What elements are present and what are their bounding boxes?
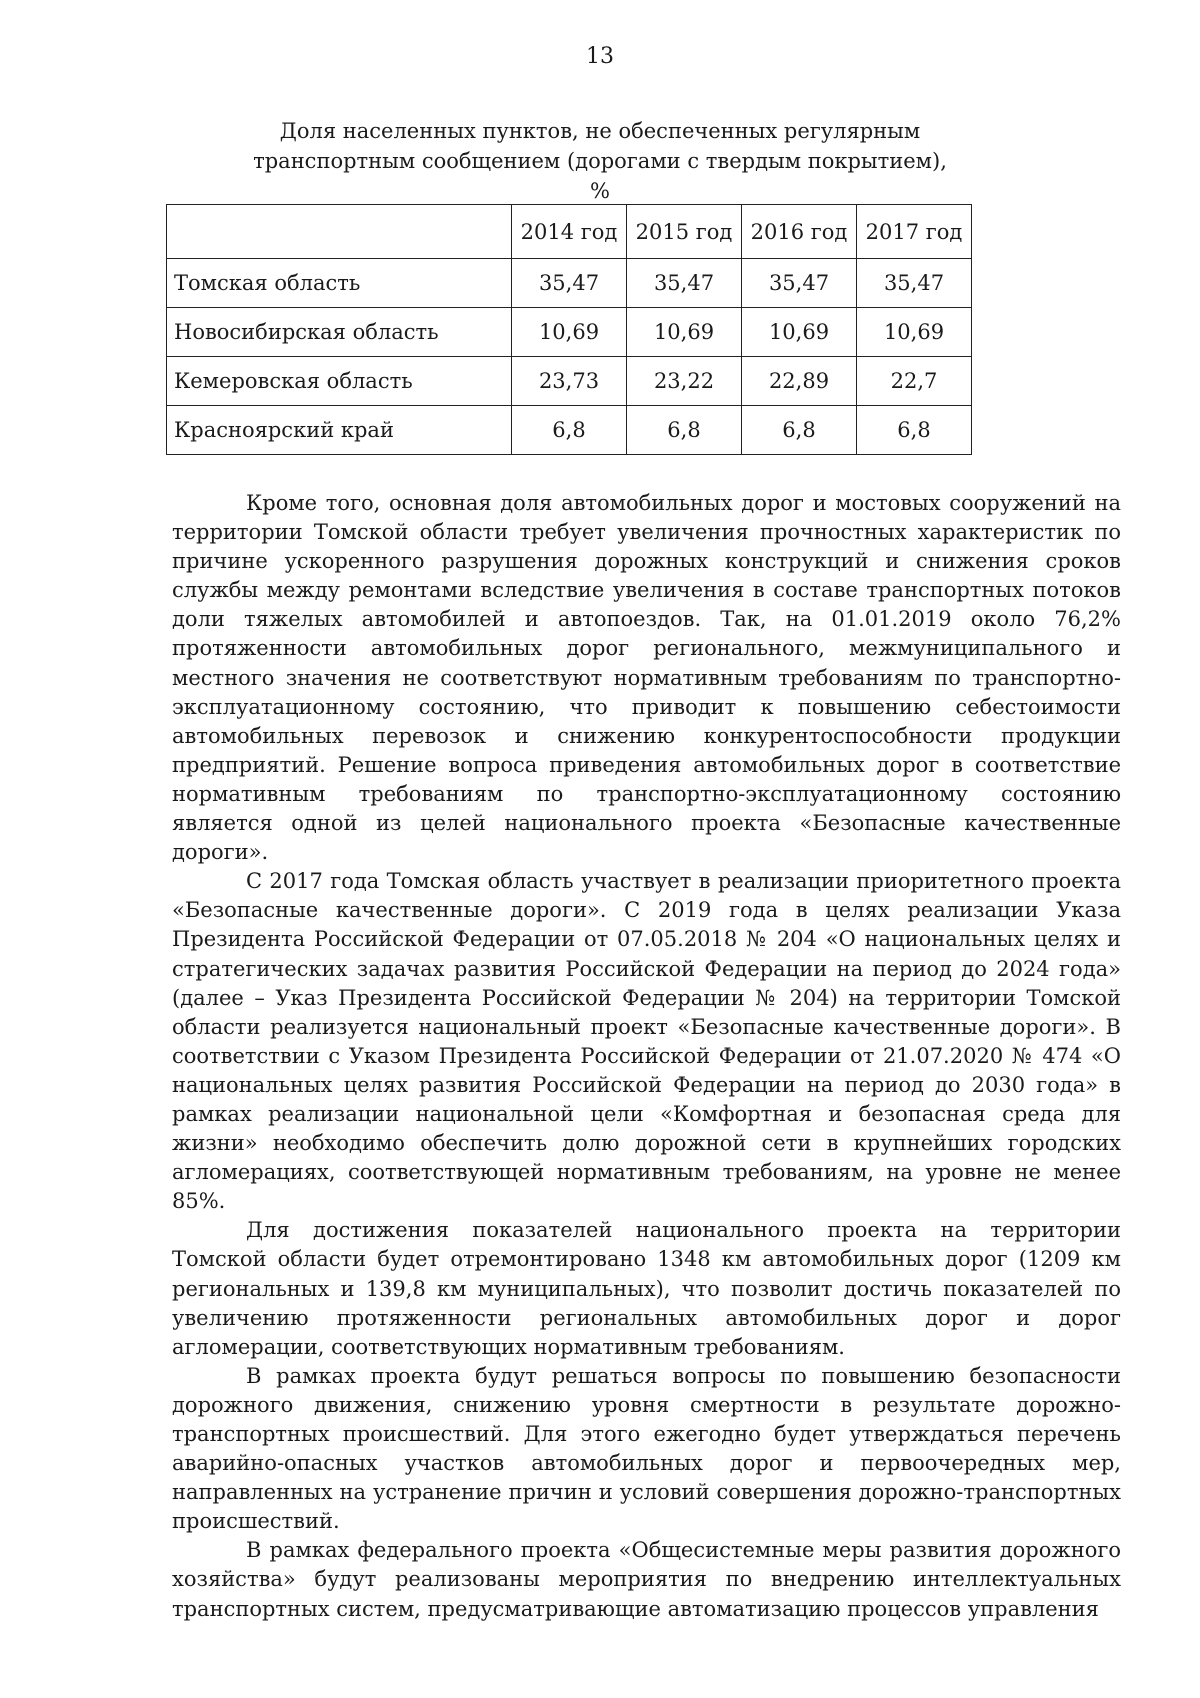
data-table [166,204,972,455]
table-cell: 6,8 [627,406,742,455]
table-title-line-1: Доля населенных пунктов, не обеспеченных регулярным [279,119,921,143]
table-row-label: Красноярский край [167,406,512,455]
table-cell: 6,8 [857,406,972,455]
table-cell: 22,89 [742,357,857,406]
table-cell: 10,69 [627,308,742,357]
table-cell: 10,69 [742,308,857,357]
table-header-cell: 2016 год [742,205,857,259]
table-header-row [167,205,972,259]
table-cell: 10,69 [857,308,972,357]
table-row [167,308,972,357]
table-header-cell: 2014 год [512,205,627,259]
table-row [167,357,972,406]
table-cell: 23,22 [627,357,742,406]
table-row-label: Кемеровская область [167,357,512,406]
paragraph: С 2017 года Томская область участвует в реализации приоритетного проекта «Безопасные качественные дороги». С 2019 года в целях реализации Указа Президента Российской Федерации от 07.05.2018 № 204 «О национальных целях и стратегических задачах развития Российской Федерации на период до 2024 года» (далее – Указ Президента Российской Федерации № 204) на территории Томской области реализуется национальный проект «Безопасные качественные дороги». В соответствии с Указом Президента Российской Федерации от 21.07.2020 № 474 «О национальных целях развития Российской Федерации на период до 2030 года» в рамках реализации национальной цели «Комфортная и безопасная среда для жизни» необходимо обеспечить долю дорожной сети в крупнейших городских агломерациях, соответствующей нормативным требованиям, на уровне не менее 85%. [172,869,1121,1214]
table-cell: 6,8 [512,406,627,455]
table-cell: 35,47 [857,259,972,308]
table-cell: 10,69 [512,308,627,357]
paragraph: Кроме того, основная доля автомобильных дорог и мостовых сооружений на территории Томской области требует увеличения прочностных характеристик по причине ускоренного разрушения дорожных конструкций и снижения сроков службы между ремонтами вследствие увеличения в составе транспортных потоков доли тяжелых автомобилей и автопоездов. Так, на 01.01.2019 около 76,2% протяженности автомобильных дорог регионального, межмуниципального и местного значения не соответствуют нормативным требованиям по транспортно-эксплуатационному состоянию, что приводит к повышению себестоимости автомобильных перевозок и снижению конкурентоспособности продукции предприятий. Решение вопроса приведения автомобильных дорог в соответствие нормативным требованиям по транспортно-эксплуатационному состоянию является одной из целей национального проекта «Безопасные качественные дороги». [172,491,1121,865]
table-row [167,259,972,308]
table-cell: 35,47 [627,259,742,308]
table-header-cell [167,205,512,259]
table-cell: 23,73 [512,357,627,406]
paragraph: Для достижения показателей национального проекта на территории Томской области будет отремонтировано 1348 км автомобильных дорог (1209 км региональных и 139,8 км муниципальных), что позволит достичь показателей по увеличению протяженности региональных автомобильных дорог и дорог агломерации, соответствующих нормативным требованиям. [172,1218,1121,1359]
table-cell: 35,47 [742,259,857,308]
table-cell: 22,7 [857,357,972,406]
table-cell: 35,47 [512,259,627,308]
table-row-label: Томская область [167,259,512,308]
paragraph: В рамках федерального проекта «Общесистемные меры развития дорожного хозяйства» будут реализованы мероприятия по внедрению интеллектуальных транспортных систем, предусматривающие автоматизацию процессов управления [172,1538,1121,1621]
table-row [167,406,972,455]
body-text [172,489,1121,1624]
table-title [240,116,960,206]
paragraph: В рамках проекта будут решаться вопросы по повышению безопасности дорожного движения, снижению уровня смертности в результате дорожно-транспортных происшествий. Для этого ежегодно будет утверждаться перечень аварийно-опасных участков автомобильных дорог и первоочередных мер, направленных на устранение причин и условий совершения дорожно-транспортных происшествий. [172,1363,1121,1534]
table-title-line-2: транспортным сообщением (дорогами с твердым покрытием), % [253,149,947,203]
page-number: 13 [586,44,614,69]
table-row-label: Новосибирская область [167,308,512,357]
table-header-cell: 2015 год [627,205,742,259]
table-header-cell: 2017 год [857,205,972,259]
table-cell: 6,8 [742,406,857,455]
